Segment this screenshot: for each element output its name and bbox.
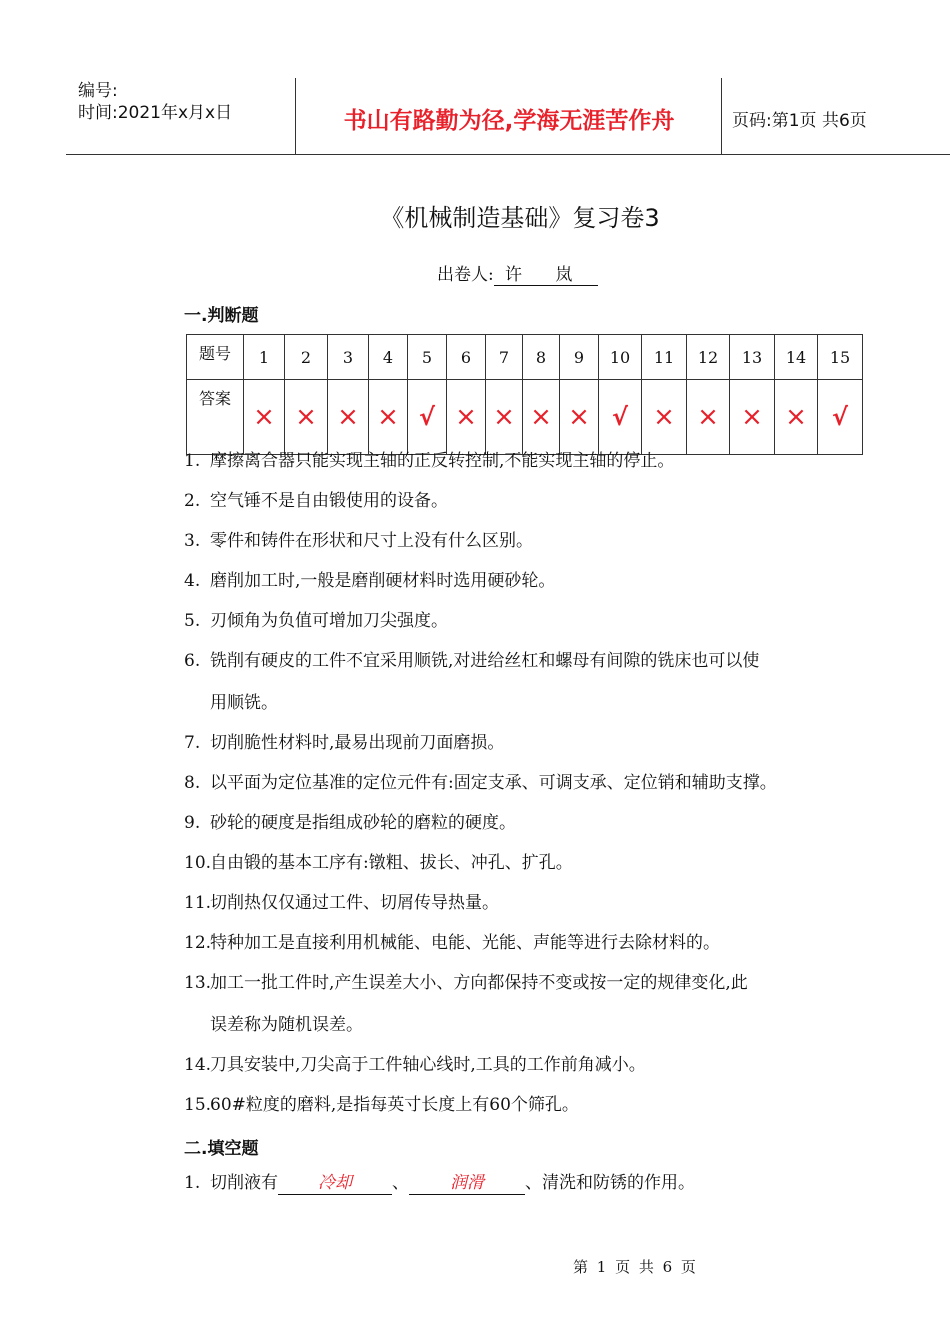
question-number: 15.: [184, 1095, 212, 1115]
question-text-continued: 用顺铣。: [210, 693, 278, 713]
section-heading-judgement: 一.判断题: [184, 306, 259, 326]
cross-mark-icon: ×: [653, 402, 675, 432]
answer-cell: [560, 380, 599, 455]
answer-cell: [244, 380, 285, 455]
answer-cell: [408, 380, 447, 455]
separator: 、: [392, 1173, 409, 1193]
question-number-cell: 4: [369, 335, 408, 380]
question-text: 空气锤不是自由锻使用的设备。: [210, 491, 448, 511]
question-number: 1.: [184, 1173, 201, 1193]
question-number: 4.: [184, 571, 201, 591]
judgement-question: [184, 610, 864, 632]
answer-row: [187, 380, 863, 455]
number-label: 编号:: [78, 81, 118, 101]
question-number: 9.: [184, 813, 201, 833]
answer-blank: 润滑: [409, 1172, 525, 1195]
author-line: [437, 260, 598, 286]
question-text: 以平面为定位基准的定位元件有:固定支承、可调支承、定位销和辅助支撑。: [210, 773, 777, 793]
question-number: 6.: [184, 651, 201, 671]
judgement-question: [184, 732, 864, 754]
answer-cell: [447, 380, 486, 455]
header-motto: 书山有路勤为径,学海无涯苦作舟: [343, 108, 675, 134]
answer-table: [186, 334, 863, 455]
question-number: 5.: [184, 611, 201, 631]
judgement-question: [184, 772, 864, 794]
question-text: 切削热仅仅通过工件、切屑传导热量。: [210, 893, 499, 913]
question-number: 1.: [184, 451, 201, 471]
cross-mark-icon: ×: [568, 402, 590, 432]
question-number-row: [187, 335, 863, 380]
cross-mark-icon: ×: [337, 402, 359, 432]
judgement-question: [184, 530, 864, 552]
answer-cell: [285, 380, 328, 455]
cross-mark-icon: ×: [493, 402, 515, 432]
question-text: 刃倾角为负值可增加刀尖强度。: [210, 611, 448, 631]
question-text: 切削脆性材料时,最易出现前刀面磨损。: [210, 733, 505, 753]
question-number-cell: 3: [328, 335, 369, 380]
judgement-question: [184, 1094, 864, 1116]
question-number-cell: 14: [775, 335, 818, 380]
cross-mark-icon: ×: [530, 402, 552, 432]
question-text: 砂轮的硬度是指组成砂轮的磨粒的硬度。: [210, 813, 516, 833]
question-prefix: 切削液有: [210, 1173, 278, 1193]
question-text: 特种加工是直接利用机械能、电能、光能、声能等进行去除材料的。: [210, 933, 720, 953]
author-name: 许 岚: [494, 260, 598, 286]
author-label: 出卷人:: [437, 265, 494, 285]
answer-cell: [642, 380, 687, 455]
cross-mark-icon: ×: [295, 402, 317, 432]
time-label: 时间:2021年x月x日: [78, 103, 233, 123]
judgement-question: [184, 570, 864, 592]
answer-cell: [328, 380, 369, 455]
judgement-question: [184, 1054, 864, 1076]
question-text: 磨削加工时,一般是磨削硬材料时选用硬砂轮。: [210, 571, 556, 591]
answer-cell: [486, 380, 523, 455]
section-heading-fill-blank: 二.填空题: [184, 1139, 259, 1159]
judgement-question: [184, 490, 864, 512]
question-number: 8.: [184, 773, 201, 793]
page-footer: 第 1 页 共 6 页: [573, 1258, 698, 1276]
answer-cell: [523, 380, 560, 455]
question-number-cell: 5: [408, 335, 447, 380]
row-label-answer: 答案: [187, 380, 244, 455]
question-number: 3.: [184, 531, 201, 551]
answer-cell: [818, 380, 863, 455]
question-number: 13.: [184, 973, 212, 993]
cross-mark-icon: ×: [785, 402, 807, 432]
question-number-cell: 13: [730, 335, 775, 380]
question-text: 铣削有硬皮的工件不宜采用顺铣,对进给丝杠和螺母有间隙的铣床也可以使: [210, 651, 760, 671]
question-number-cell: 10: [599, 335, 642, 380]
cross-mark-icon: ×: [455, 402, 477, 432]
answer-blank: 冷却: [278, 1172, 392, 1195]
check-mark-icon: √: [611, 403, 628, 431]
question-number-cell: 8: [523, 335, 560, 380]
judgement-question: [184, 812, 864, 834]
answer-cell: [599, 380, 642, 455]
judgement-question: [184, 852, 864, 874]
check-mark-icon: √: [831, 403, 848, 431]
question-number: 2.: [184, 491, 201, 511]
question-number-cell: 7: [486, 335, 523, 380]
question-text: 加工一批工件时,产生误差大小、方向都保持不变或按一定的规律变化,此: [210, 973, 748, 993]
check-mark-icon: √: [418, 403, 435, 431]
question-number: 7.: [184, 733, 201, 753]
question-number: 14.: [184, 1055, 212, 1075]
question-number: 11.: [184, 893, 212, 913]
cross-mark-icon: ×: [697, 402, 719, 432]
page-title: 《机械制造基础》复习卷3: [380, 204, 660, 232]
question-number-cell: 6: [447, 335, 486, 380]
answer-cell: [369, 380, 408, 455]
question-number: 12.: [184, 933, 212, 953]
answer-cell: [730, 380, 775, 455]
cross-mark-icon: ×: [741, 402, 763, 432]
question-number-cell: 12: [687, 335, 730, 380]
question-number: 10.: [184, 853, 212, 873]
cross-mark-icon: ×: [253, 402, 275, 432]
question-suffix: 、清洗和防锈的作用。: [525, 1173, 695, 1193]
question-text: 60#粒度的磨料,是指每英寸长度上有60个筛孔。: [210, 1095, 579, 1115]
judgement-question: [184, 972, 864, 1036]
question-number-cell: 9: [560, 335, 599, 380]
judgement-question: [184, 932, 864, 954]
question-number-cell: 15: [818, 335, 863, 380]
judgement-question: [184, 892, 864, 914]
judgement-question: [184, 650, 864, 714]
question-text: 摩擦离合器只能实现主轴的正反转控制,不能实现主轴的停止。: [210, 451, 675, 471]
document-header: [66, 78, 950, 155]
header-meta: [78, 80, 232, 124]
question-number-cell: 11: [642, 335, 687, 380]
answer-cell: [775, 380, 818, 455]
question-number-cell: 2: [285, 335, 328, 380]
question-text-continued: 误差称为随机误差。: [210, 1015, 363, 1035]
question-text: 刀具安装中,刀尖高于工件轴心线时,工具的工作前角减小。: [210, 1055, 646, 1075]
row-label-number: 题号: [187, 335, 244, 380]
question-text: 零件和铸件在形状和尺寸上没有什么区别。: [210, 531, 533, 551]
header-page-info: 页码:第1页 共6页: [732, 111, 867, 131]
answer-cell: [687, 380, 730, 455]
judgement-question: [184, 450, 864, 472]
cross-mark-icon: ×: [377, 402, 399, 432]
question-text: 自由锻的基本工序有:镦粗、拔长、冲孔、扩孔。: [210, 853, 573, 873]
question-number-cell: 1: [244, 335, 285, 380]
fill-question: [184, 1172, 864, 1195]
